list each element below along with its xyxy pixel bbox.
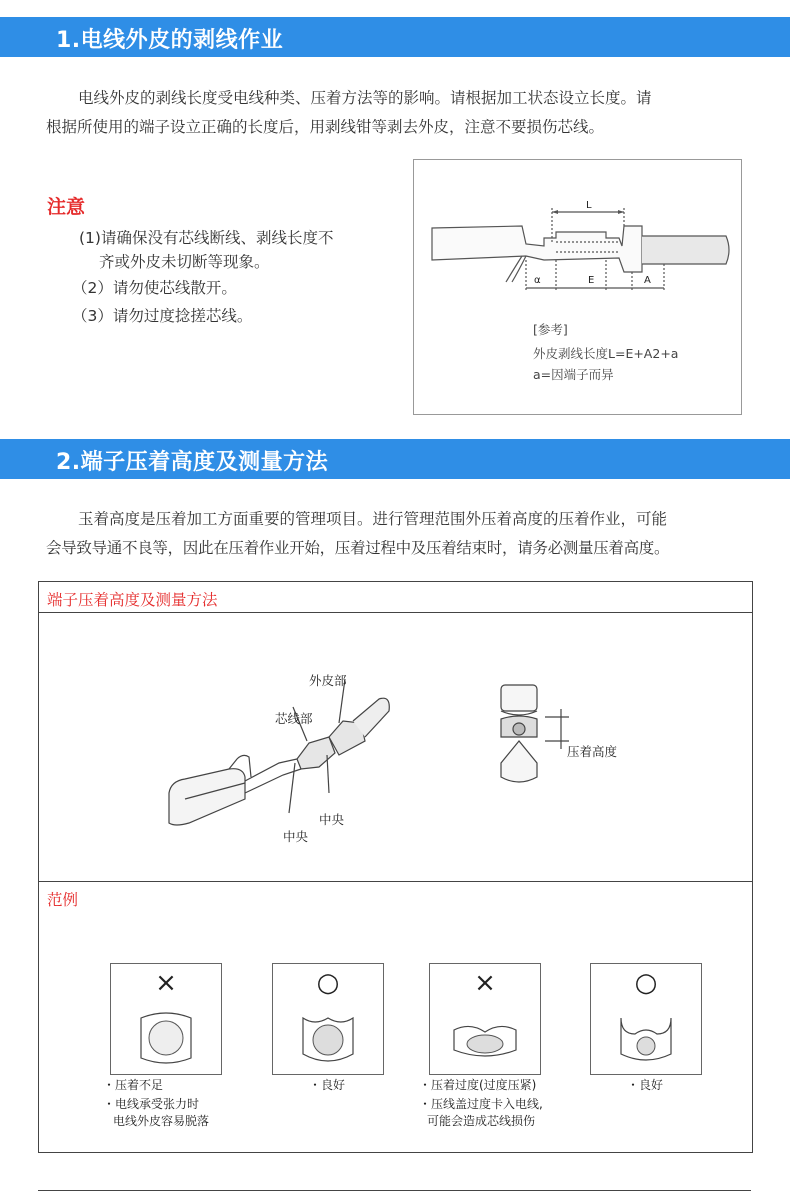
stripping-diagram-box bbox=[413, 159, 742, 415]
example-card-3 bbox=[429, 963, 541, 1075]
example-2-caption-1: ・良好 bbox=[309, 1078, 346, 1092]
section2-paragraph bbox=[46, 505, 776, 563]
example-card-1 bbox=[110, 963, 222, 1075]
caution-item-1-cont: 齐或外皮未切断等现象。 bbox=[99, 253, 270, 271]
caution-item-3: （3）请勿过度捻搓芯线。 bbox=[72, 307, 253, 325]
section2-para-line1: 玉着高度是压着加工方面重要的管理项目。进行管理范围外压着高度的压着作业，可能 bbox=[78, 510, 668, 528]
example-4-caption-1: ・良好 bbox=[627, 1078, 664, 1092]
cross-mark-icon: × bbox=[155, 968, 177, 998]
label-crimp-height: 压着高度 bbox=[567, 744, 618, 759]
circle-mark-icon: ○ bbox=[634, 968, 658, 998]
caution-item-1: (1)请确保没有芯线断线、剥线长度不 bbox=[79, 229, 334, 247]
dim-L-label: L bbox=[586, 200, 592, 211]
example-1-caption-2: ・电线承受张力时 bbox=[103, 1097, 200, 1111]
label-center-right: 中央 bbox=[319, 812, 345, 827]
dim-E-label: E bbox=[588, 275, 595, 286]
example-1-caption-3: 电线外皮容易脱落 bbox=[113, 1114, 210, 1128]
dim-alpha-label: α bbox=[534, 275, 541, 286]
cross-section-icon bbox=[273, 1004, 383, 1074]
example-1-caption-1: ・压着不足 bbox=[103, 1078, 164, 1092]
section1-header bbox=[0, 17, 790, 57]
caution-item-2: （2）请勿使芯线散开。 bbox=[72, 279, 237, 297]
label-jacket: 外皮部 bbox=[309, 673, 347, 688]
table-header-examples-text: 范例 bbox=[47, 891, 79, 909]
table-header-examples bbox=[39, 882, 752, 912]
crimp-height-table bbox=[38, 581, 753, 1153]
ref-formula: 外皮剥线长度L=E+A2+a bbox=[533, 346, 679, 361]
example-3-caption-1: ・压着过度(过度压紧) bbox=[419, 1078, 537, 1092]
example-3-caption-3: 可能会造成芯线损伤 bbox=[427, 1114, 536, 1128]
example-card-2 bbox=[272, 963, 384, 1075]
caution-title: 注意 bbox=[47, 196, 86, 218]
bottom-divider bbox=[38, 1190, 751, 1191]
section1-paragraph bbox=[46, 84, 776, 142]
label-core: 芯线部 bbox=[275, 711, 313, 726]
table-header-method-text: 端子压着高度及测量方法 bbox=[47, 591, 218, 609]
example-card-4 bbox=[590, 963, 702, 1075]
crimp-measure-diagram bbox=[39, 613, 752, 881]
label-center-left: 中央 bbox=[283, 829, 309, 844]
table-header-method bbox=[39, 582, 752, 612]
ref-title: [参考] bbox=[533, 322, 568, 337]
section1-para-line2: 根据所使用的端子设立正确的长度后，用剥线钳等剥去外皮，注意不要损伤芯线。 bbox=[46, 118, 605, 136]
section1-para-line1: 电线外皮的剥线长度受电线种类、压着方法等的影响。请根据加工状态设立长度。请 bbox=[78, 89, 652, 107]
cross-section-icon bbox=[591, 1004, 701, 1074]
cross-section-icon bbox=[430, 1004, 540, 1074]
example-3-caption-2: ・压线盖过度卡入电线, bbox=[419, 1097, 543, 1111]
dim-A-label: A bbox=[644, 275, 651, 286]
section2-title: 2.端子压着高度及测量方法 bbox=[56, 450, 329, 475]
section2-para-line2: 会导致导通不良等，因此在压着作业开始，压着过程中及压着结束时，请务必测量压着高度。 bbox=[46, 539, 670, 557]
cross-mark-icon: × bbox=[474, 968, 496, 998]
cross-section-icon bbox=[111, 1004, 221, 1074]
circle-mark-icon: ○ bbox=[316, 968, 340, 998]
section1-title: 1.电线外皮的剥线作业 bbox=[56, 28, 284, 53]
section2-header bbox=[0, 439, 790, 479]
ref-note: a=因端子而异 bbox=[533, 367, 614, 382]
